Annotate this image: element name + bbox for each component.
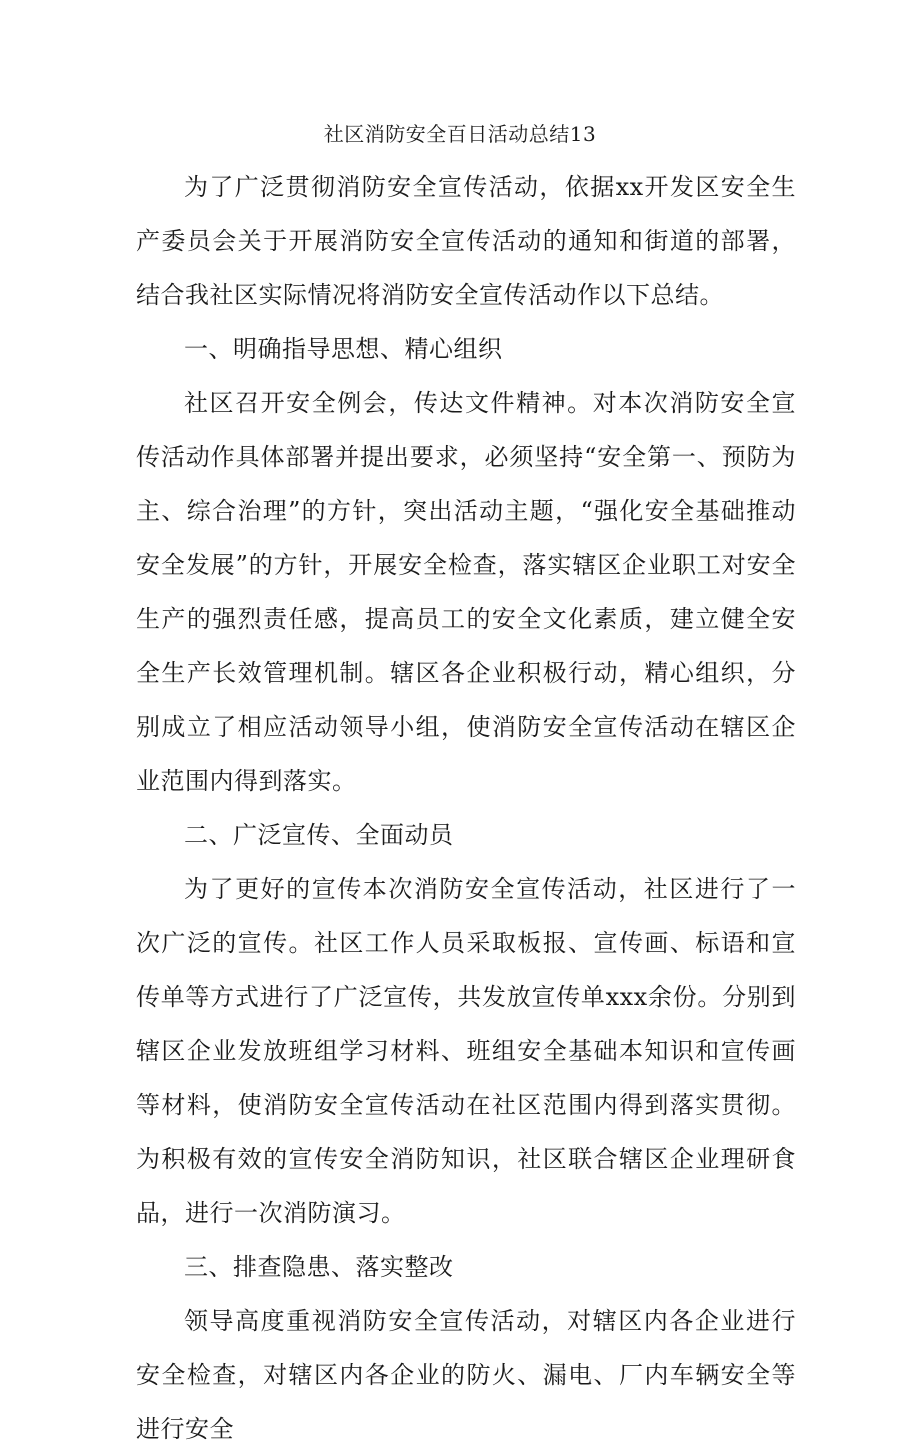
section-heading-1: 一、明确指导思想、精心组织 — [184, 335, 503, 363]
document-body — [136, 160, 796, 1456]
section-2-paragraph: 为了更好的宣传本次消防安全宣传活动，社区进行了一次广泛的宣传。社区工作人员采取板报、宣传画、标语和宣传单等方式进行了广泛宣传，共发放宣传单xxx余份。分别到辖区企业发放班组学习材料、班组安全基础本知识和宣传画等材料，使消防安全宣传活动在社区范围内得到落实贯彻。为积极有效的宣传安全消防知识，社区联合辖区企业理研食品，进行一次消防演习。 — [136, 875, 796, 1227]
section-1-paragraph: 社区召开安全例会，传达文件精神。对本次消防安全宣传活动作具体部署并提出要求，必须坚持“安全第一、预防为主、综合治理”的方针，突出活动主题，“强化安全基础推动安全发展”的方针，开展安全检查，落实辖区企业职工对安全生产的强烈责任感，提高员工的安全文化素质，建立健全安全生产长效管理机制。辖区各企业积极行动，精心组织，分别成立了相应活动领导小组，使消防安全宣传活动在辖区企业范围内得到落实。 — [136, 389, 796, 795]
intro-paragraph: 为了广泛贯彻消防安全宣传活动，依据xx开发区安全生产委员会关于开展消防安全宣传活动的通知和街道的部署，结合我社区实际情况将消防安全宣传活动作以下总结。 — [136, 173, 796, 309]
document-title: 社区消防安全百日活动总结13 — [323, 122, 597, 146]
section-heading-3: 三、排查隐患、落实整改 — [184, 1253, 454, 1281]
section-heading-2: 二、广泛宣传、全面动员 — [184, 821, 454, 849]
section-3-paragraph: 领导高度重视消防安全宣传活动，对辖区内各企业进行安全检查，对辖区内各企业的防火、漏电、厂内车辆安全等进行安全 — [136, 1307, 796, 1443]
